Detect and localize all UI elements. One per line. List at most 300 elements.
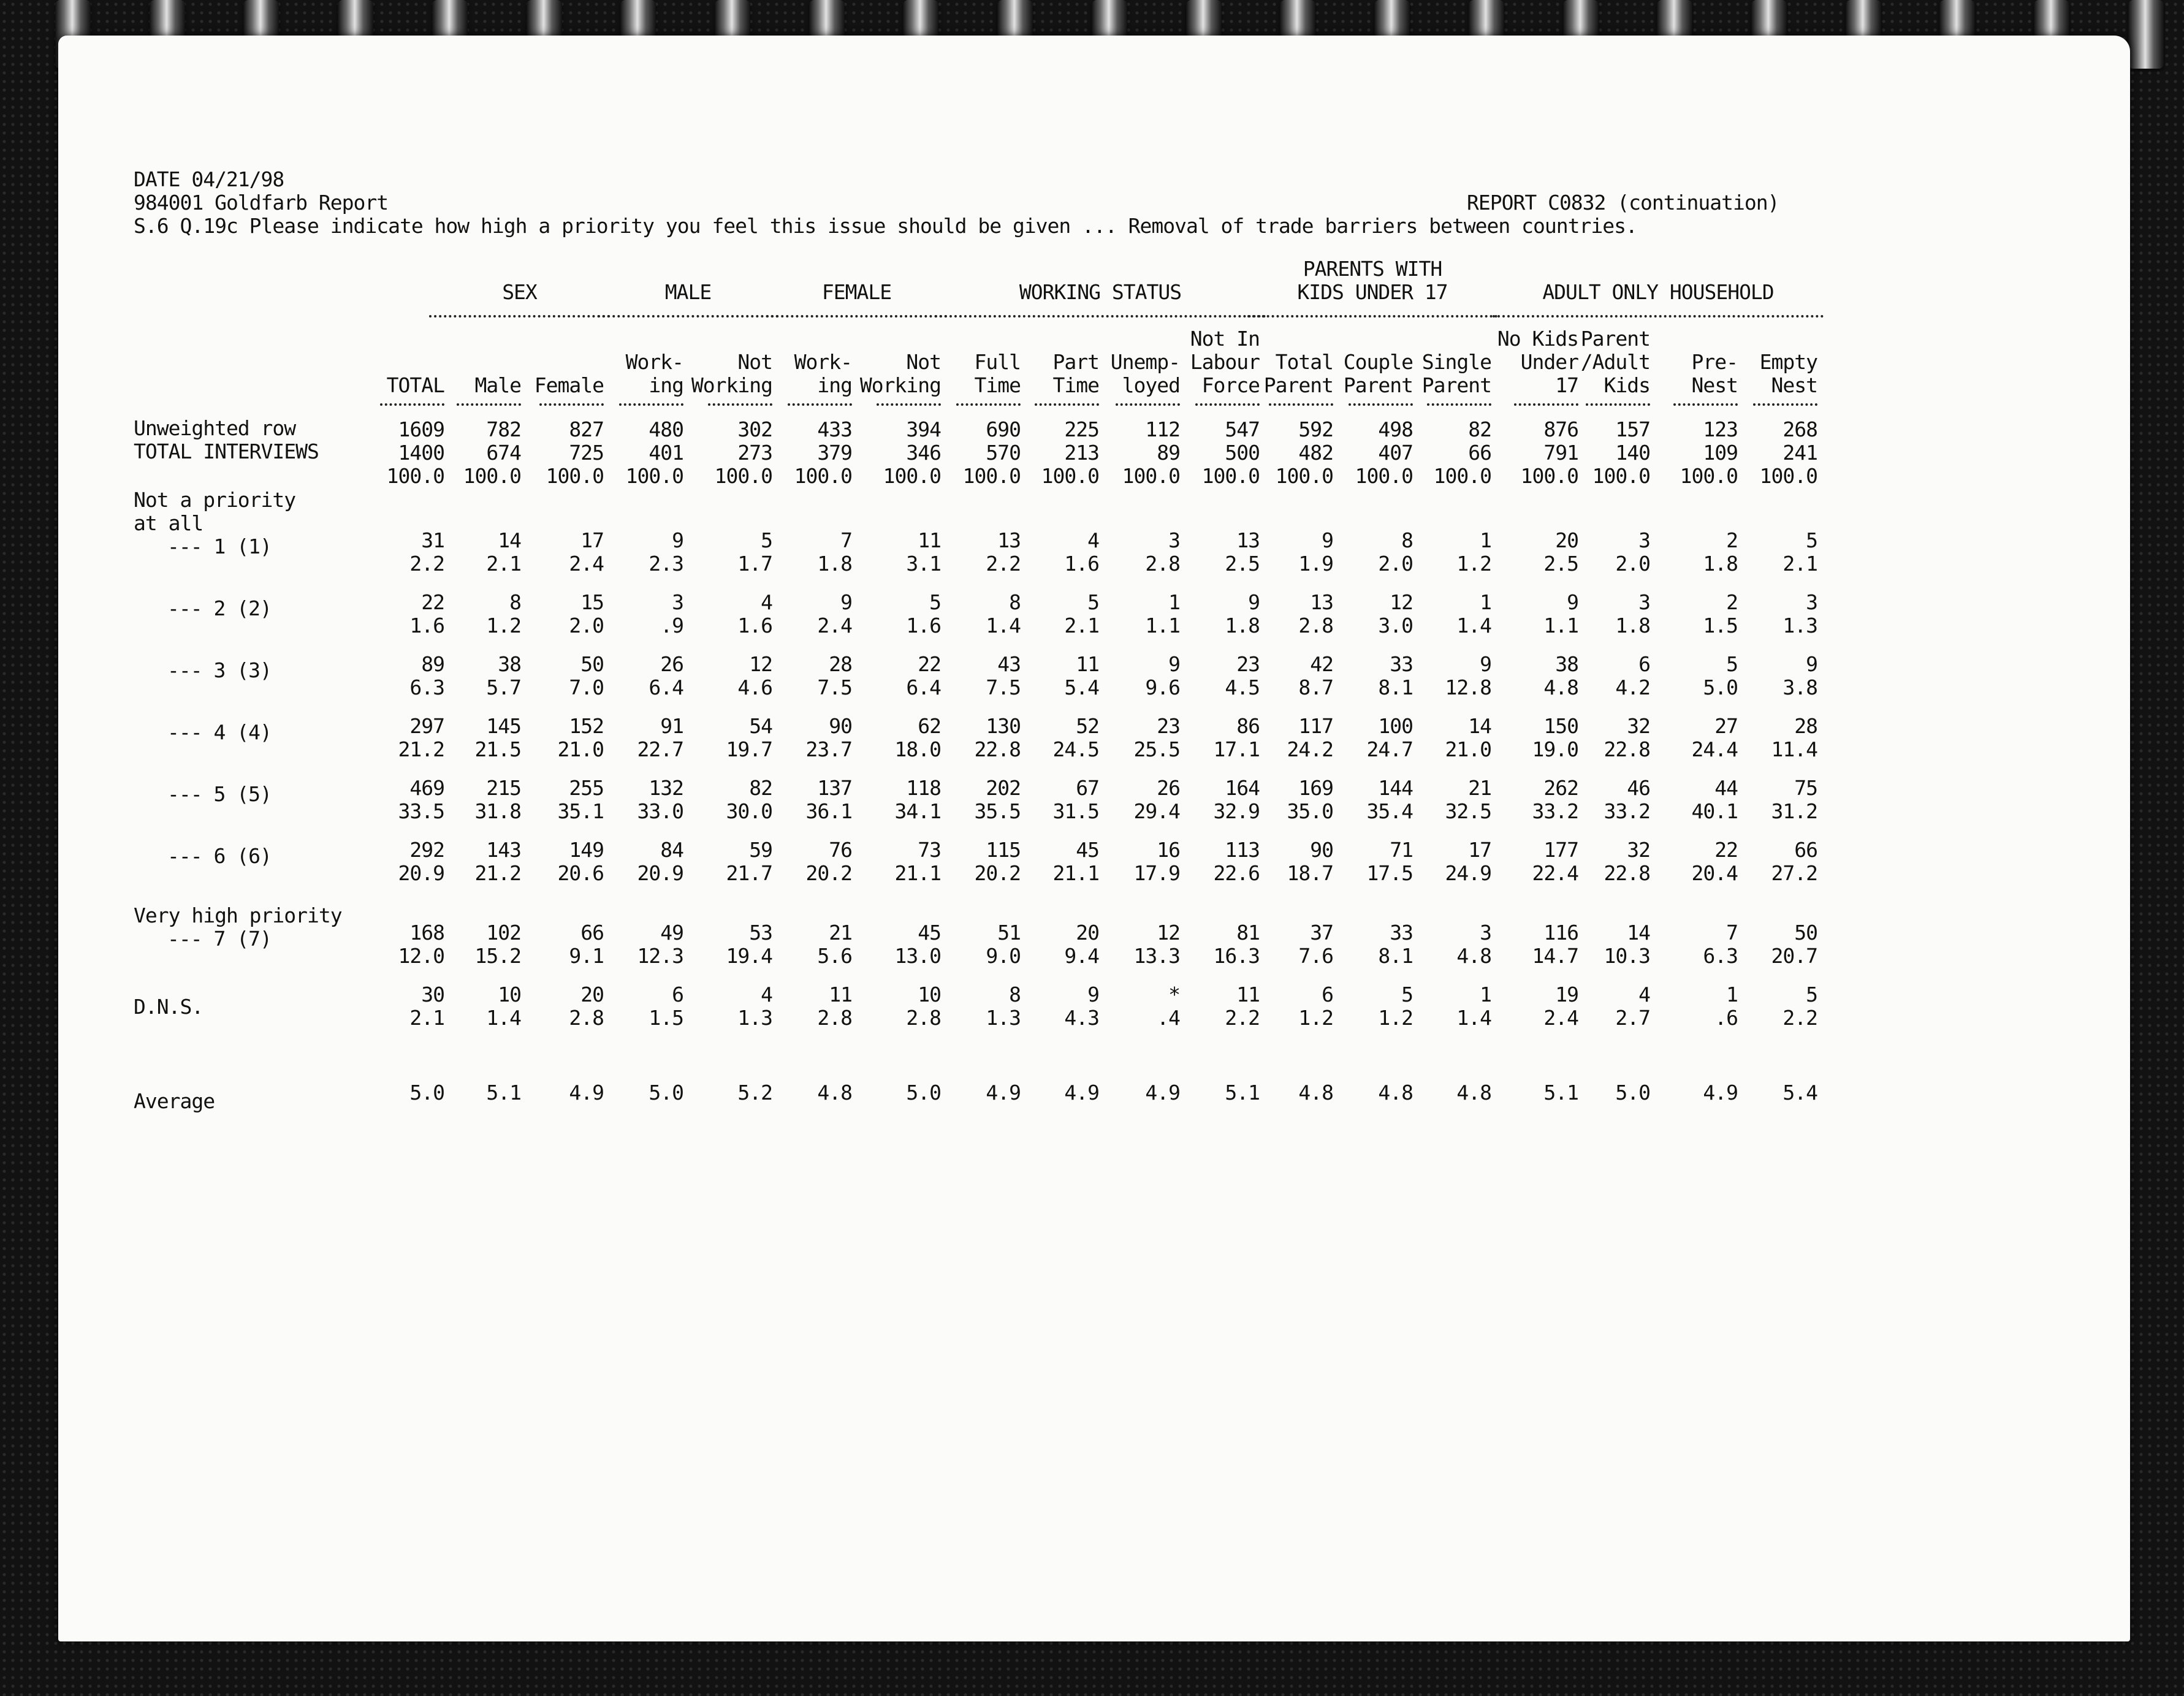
group-header-line2: KIDS UNDER 17: [1297, 280, 1448, 304]
base-cell-unweighted: 498: [1378, 417, 1413, 441]
column-underline: [956, 403, 1021, 406]
base-cell-unweighted: 827: [569, 417, 604, 441]
count-cell: 13: [1236, 528, 1260, 552]
count-cell: 44: [1714, 776, 1738, 800]
count-cell: 100: [1378, 714, 1413, 738]
count-cell: 9: [1480, 652, 1491, 676]
average-cell: 5.0: [906, 1081, 941, 1105]
percent-cell: 25.5: [1133, 737, 1180, 761]
percent-cell: 29.4: [1133, 799, 1180, 823]
column-header: TOTAL: [386, 373, 444, 397]
column-header-line2: Full: [974, 350, 1021, 374]
base-cell-total: 401: [649, 441, 683, 465]
count-cell: 59: [749, 838, 772, 862]
base-cell-pct: 100.0: [1433, 464, 1491, 488]
count-cell: 17: [1468, 838, 1491, 862]
base-cell-pct: 100.0: [1592, 464, 1650, 488]
count-cell: 86: [1236, 714, 1260, 738]
group-header: WORKING STATUS: [1019, 280, 1182, 304]
percent-cell: 20.9: [398, 861, 444, 885]
count-cell: 4: [761, 590, 772, 614]
column-header-line1: No Kids: [1497, 327, 1578, 351]
percent-cell: 21.5: [474, 737, 521, 761]
percent-cell: 2.5: [1225, 552, 1260, 576]
average-cell: 4.9: [1145, 1081, 1180, 1105]
percent-cell: 35.1: [557, 799, 604, 823]
count-cell: 8: [1009, 983, 1021, 1006]
count-cell: 5: [1087, 590, 1099, 614]
count-cell: 469: [409, 776, 444, 800]
column-header-line2: Not: [737, 350, 772, 374]
count-cell: 23: [1157, 714, 1180, 738]
base-cell-total: 500: [1225, 441, 1260, 465]
column-header: Nest: [1691, 373, 1738, 397]
average-cell: 5.4: [1783, 1081, 1817, 1105]
count-cell: 150: [1543, 714, 1578, 738]
percent-cell: 22.6: [1213, 861, 1260, 885]
count-cell: 297: [409, 714, 444, 738]
column-header: Nest: [1771, 373, 1817, 397]
percent-cell: 1.2: [1456, 552, 1491, 576]
column-underline: [539, 403, 604, 406]
percent-cell: 1.5: [1703, 614, 1738, 637]
count-cell: 3: [672, 590, 683, 614]
percent-cell: 2.1: [1064, 614, 1099, 637]
count-cell: 22: [918, 652, 941, 676]
percent-cell: 5.0: [1703, 675, 1738, 699]
count-cell: 90: [1310, 838, 1333, 862]
group-divider: [1493, 315, 1824, 318]
percent-cell: 2.2: [1225, 1006, 1260, 1030]
column-underline: [1035, 403, 1099, 406]
percent-cell: 8.7: [1298, 675, 1333, 699]
percent-cell: 31.5: [1052, 799, 1099, 823]
percent-cell: 4.8: [1456, 944, 1491, 968]
percent-cell: 4.2: [1615, 675, 1650, 699]
percent-cell: 1.6: [409, 614, 444, 637]
base-cell-unweighted: 112: [1145, 417, 1180, 441]
count-cell: 42: [1310, 652, 1333, 676]
percent-cell: 1.4: [1456, 614, 1491, 637]
count-cell: 90: [829, 714, 852, 738]
count-cell: 5: [1401, 983, 1413, 1006]
base-cell-pct: 100.0: [714, 464, 772, 488]
count-cell: 7: [840, 528, 852, 552]
base-cell-pct: 100.0: [883, 464, 941, 488]
base-cell-total: 241: [1783, 441, 1817, 465]
count-cell: 132: [649, 776, 683, 800]
count-cell: 21: [829, 921, 852, 945]
percent-cell: 20.2: [805, 861, 852, 885]
column-header-line2: Labour: [1190, 350, 1260, 374]
row-code-label: --- 2 (2): [167, 596, 272, 620]
count-cell: 145: [486, 714, 521, 738]
percent-cell: 4.5: [1225, 675, 1260, 699]
percent-cell: 24.7: [1366, 737, 1413, 761]
count-cell: 118: [906, 776, 941, 800]
count-cell: 3: [1638, 528, 1650, 552]
percent-cell: 5.7: [486, 675, 521, 699]
column-header: Kids: [1604, 373, 1650, 397]
count-cell: 21: [1468, 776, 1491, 800]
column-header: Male: [474, 373, 521, 397]
base-cell-unweighted: 876: [1543, 417, 1578, 441]
count-cell: 84: [660, 838, 683, 862]
count-cell: 37: [1310, 921, 1333, 945]
percent-cell: 1.8: [1225, 614, 1260, 637]
group-divider: [598, 315, 778, 318]
count-cell: 130: [986, 714, 1021, 738]
column-underline: [788, 403, 852, 406]
percent-cell: 2.1: [486, 552, 521, 576]
count-cell: 6: [1638, 652, 1650, 676]
percent-cell: 14.7: [1532, 944, 1578, 968]
row-code-label: --- 5 (5): [167, 782, 272, 806]
base-cell-pct: 100.0: [625, 464, 683, 488]
percent-cell: 2.0: [1615, 552, 1650, 576]
percent-cell: 40.1: [1691, 799, 1738, 823]
count-cell: 67: [1076, 776, 1099, 800]
count-cell: 91: [660, 714, 683, 738]
base-cell-unweighted: 547: [1225, 417, 1260, 441]
percent-cell: 1.1: [1543, 614, 1578, 637]
base-cell-unweighted: 157: [1615, 417, 1650, 441]
percent-cell: 6.4: [649, 675, 683, 699]
column-header: Time: [974, 373, 1021, 397]
percent-cell: 2.2: [1783, 1006, 1817, 1030]
percent-cell: 2.8: [569, 1006, 604, 1030]
count-cell: 9: [1168, 652, 1180, 676]
percent-cell: 21.1: [894, 861, 941, 885]
percent-cell: 2.3: [649, 552, 683, 576]
count-cell: 9: [1087, 983, 1099, 1006]
percent-cell: 22.7: [637, 737, 683, 761]
percent-cell: 7.5: [817, 675, 852, 699]
percent-cell: 32.5: [1445, 799, 1491, 823]
count-cell: 20: [1076, 921, 1099, 945]
base-cell-unweighted: 480: [649, 417, 683, 441]
percent-cell: 9.0: [986, 944, 1021, 968]
group-divider: [429, 315, 610, 318]
percent-cell: 21.2: [474, 861, 521, 885]
average-cell: 5.2: [737, 1081, 772, 1105]
column-header: loyed: [1122, 373, 1180, 397]
average-cell: 5.1: [1225, 1081, 1260, 1105]
base-cell-pct: 100.0: [1122, 464, 1180, 488]
base-cell-total: 791: [1543, 441, 1578, 465]
column-underline: [1427, 403, 1491, 406]
column-underline: [877, 403, 941, 406]
count-cell: 13: [997, 528, 1021, 552]
percent-cell: 4.3: [1064, 1006, 1099, 1030]
count-cell: 6: [672, 983, 683, 1006]
percent-cell: 13.0: [894, 944, 941, 968]
count-cell: 8: [509, 590, 521, 614]
count-cell: 26: [660, 652, 683, 676]
base-cell-total: 407: [1378, 441, 1413, 465]
group-header: MALE: [664, 280, 712, 304]
percent-cell: 3.8: [1783, 675, 1817, 699]
percent-cell: 1.4: [986, 614, 1021, 637]
count-cell: 33: [1390, 921, 1413, 945]
percent-cell: 4.6: [737, 675, 772, 699]
percent-cell: 7.0: [569, 675, 604, 699]
percent-cell: 27.2: [1771, 861, 1817, 885]
count-cell: 5: [1806, 528, 1817, 552]
percent-cell: 1.2: [486, 614, 521, 637]
average-cell: 4.9: [569, 1081, 604, 1105]
row-code-label: --- 3 (3): [167, 658, 272, 682]
count-cell: 5: [929, 590, 941, 614]
base-cell-pct: 100.0: [962, 464, 1021, 488]
count-cell: 9: [840, 590, 852, 614]
column-underline: [1673, 403, 1738, 406]
percent-cell: 19.4: [726, 944, 772, 968]
percent-cell: 19.0: [1532, 737, 1578, 761]
percent-cell: 4.8: [1543, 675, 1578, 699]
base-cell-total: 89: [1157, 441, 1180, 465]
report-name: 984001 Goldfarb Report: [134, 191, 389, 215]
count-cell: 19: [1555, 983, 1578, 1006]
count-cell: 71: [1390, 838, 1413, 862]
column-underline: [457, 403, 521, 406]
count-cell: 9: [672, 528, 683, 552]
average-cell: 4.8: [1298, 1081, 1333, 1105]
count-cell: 1: [1168, 590, 1180, 614]
column-header: Female: [534, 373, 604, 397]
count-cell: 66: [1794, 838, 1817, 862]
count-cell: 52: [1076, 714, 1099, 738]
base-cell-unweighted: 123: [1703, 417, 1738, 441]
count-cell: 10: [918, 983, 941, 1006]
row-code-label: --- 1 (1): [167, 534, 272, 558]
percent-cell: 30.0: [726, 799, 772, 823]
average-cell: 5.1: [1543, 1081, 1578, 1105]
base-cell-total: 66: [1468, 441, 1491, 465]
percent-cell: 5.4: [1064, 675, 1099, 699]
column-header: Working: [691, 373, 772, 397]
group-divider: [1247, 315, 1497, 318]
percent-cell: 12.3: [637, 944, 683, 968]
percent-cell: 2.8: [1298, 614, 1333, 637]
count-cell: 75: [1794, 776, 1817, 800]
base-cell-unweighted: 433: [817, 417, 852, 441]
count-cell: 62: [918, 714, 941, 738]
count-cell: 32: [1627, 714, 1650, 738]
percent-cell: 33.5: [398, 799, 444, 823]
percent-cell: 33.2: [1532, 799, 1578, 823]
column-header-line2: Empty: [1759, 350, 1817, 374]
count-cell: 23: [1236, 652, 1260, 676]
percent-cell: 2.0: [1378, 552, 1413, 576]
base-cell-unweighted: 394: [906, 417, 941, 441]
percent-cell: 24.5: [1052, 737, 1099, 761]
percent-cell: 2.5: [1543, 552, 1578, 576]
base-cell-unweighted: 782: [486, 417, 521, 441]
base-cell-total: 725: [569, 441, 604, 465]
percent-cell: 6.3: [409, 675, 444, 699]
count-cell: 169: [1298, 776, 1333, 800]
count-cell: 152: [569, 714, 604, 738]
percent-cell: 24.9: [1445, 861, 1491, 885]
column-header-line1: Parent: [1580, 327, 1650, 351]
percent-cell: 1.4: [1456, 1006, 1491, 1030]
average-cell: 4.8: [817, 1081, 852, 1105]
count-cell: 38: [1555, 652, 1578, 676]
count-cell: 8: [1009, 590, 1021, 614]
column-underline: [708, 403, 772, 406]
count-cell: 54: [749, 714, 772, 738]
percent-cell: 31.2: [1771, 799, 1817, 823]
count-cell: 5: [1726, 652, 1738, 676]
percent-cell: 16.3: [1213, 944, 1260, 968]
base-cell-pct: 100.0: [1041, 464, 1099, 488]
count-cell: 5: [1806, 983, 1817, 1006]
percent-cell: 1.7: [737, 552, 772, 576]
percent-cell: 6.3: [1703, 944, 1738, 968]
percent-cell: 2.8: [817, 1006, 852, 1030]
column-header-line2: Part: [1052, 350, 1099, 374]
column-underline: [1195, 403, 1260, 406]
column-underline: [1269, 403, 1333, 406]
base-cell-unweighted: 268: [1783, 417, 1817, 441]
row-label: D.N.S.: [134, 995, 204, 1019]
row-code-label: --- 7 (7): [167, 927, 272, 951]
base-cell-pct: 100.0: [463, 464, 521, 488]
count-cell: 31: [421, 528, 444, 552]
report-id: REPORT C0832 (continuation): [1467, 191, 1779, 215]
count-cell: 14: [498, 528, 521, 552]
count-cell: 50: [580, 652, 604, 676]
count-cell: 292: [409, 838, 444, 862]
count-cell: *: [1168, 983, 1180, 1006]
count-cell: 22: [1714, 838, 1738, 862]
percent-cell: 1.2: [1298, 1006, 1333, 1030]
column-underline: [1116, 403, 1180, 406]
percent-cell: 1.8: [1703, 552, 1738, 576]
percent-cell: 7.6: [1298, 944, 1333, 968]
percent-cell: 10.3: [1604, 944, 1650, 968]
count-cell: 144: [1378, 776, 1413, 800]
percent-cell: 20.6: [557, 861, 604, 885]
percent-cell: 19.7: [726, 737, 772, 761]
column-underline: [380, 403, 444, 406]
count-cell: 115: [986, 838, 1021, 862]
column-header-line2: Unemp-: [1110, 350, 1180, 374]
percent-cell: 20.7: [1771, 944, 1817, 968]
percent-cell: 1.5: [649, 1006, 683, 1030]
column-header-line2: /Adult: [1580, 350, 1650, 374]
column-header: 17: [1555, 373, 1578, 397]
count-cell: 9: [1806, 652, 1817, 676]
average-cell: 5.0: [649, 1081, 683, 1105]
group-header: ADULT ONLY HOUSEHOLD: [1542, 280, 1774, 304]
count-cell: 43: [997, 652, 1021, 676]
percent-cell: 13.3: [1133, 944, 1180, 968]
count-cell: 45: [918, 921, 941, 945]
base-cell-pct: 100.0: [386, 464, 444, 488]
count-cell: 26: [1157, 776, 1180, 800]
percent-cell: 24.2: [1287, 737, 1333, 761]
count-cell: 50: [1794, 921, 1817, 945]
count-cell: 143: [486, 838, 521, 862]
base-cell-unweighted: 225: [1064, 417, 1099, 441]
base-cell-pct: 100.0: [1520, 464, 1578, 488]
count-cell: 38: [498, 652, 521, 676]
count-cell: 12: [749, 652, 772, 676]
count-cell: 33: [1390, 652, 1413, 676]
count-cell: 3: [1638, 590, 1650, 614]
count-cell: 89: [421, 652, 444, 676]
count-cell: 11: [918, 528, 941, 552]
base-cell-pct: 100.0: [546, 464, 604, 488]
base-cell-pct: 100.0: [1759, 464, 1817, 488]
count-cell: 73: [918, 838, 941, 862]
count-cell: 12: [1390, 590, 1413, 614]
percent-cell: 21.7: [726, 861, 772, 885]
group-header: PARENTS WITH: [1303, 257, 1442, 281]
column-header-line2: Work-: [794, 350, 852, 374]
count-cell: 255: [569, 776, 604, 800]
percent-cell: 1.8: [1615, 614, 1650, 637]
count-cell: 53: [749, 921, 772, 945]
percent-cell: 2.4: [817, 614, 852, 637]
percent-cell: 34.1: [894, 799, 941, 823]
percent-cell: 24.4: [1691, 737, 1738, 761]
count-cell: 9: [1567, 590, 1578, 614]
percent-cell: 21.2: [398, 737, 444, 761]
base-cell-total: 213: [1064, 441, 1099, 465]
percent-cell: 9.1: [569, 944, 604, 968]
count-cell: 6: [1322, 983, 1333, 1006]
base-cell-total: 1400: [398, 441, 444, 465]
percent-cell: 9.4: [1064, 944, 1099, 968]
percent-cell: 8.1: [1378, 944, 1413, 968]
average-cell: 5.0: [1615, 1081, 1650, 1105]
count-cell: 28: [1794, 714, 1817, 738]
percent-cell: 36.1: [805, 799, 852, 823]
percent-cell: 3.0: [1378, 614, 1413, 637]
percent-cell: 22.8: [1604, 737, 1650, 761]
percent-cell: 2.4: [1543, 1006, 1578, 1030]
percent-cell: 35.4: [1366, 799, 1413, 823]
base-cell-pct: 100.0: [794, 464, 852, 488]
count-cell: 20: [1555, 528, 1578, 552]
percent-cell: 1.3: [986, 1006, 1021, 1030]
group-header: SEX: [502, 280, 537, 304]
row-label: Not a priority: [134, 488, 296, 512]
percent-cell: 3.1: [906, 552, 941, 576]
percent-cell: 1.6: [737, 614, 772, 637]
count-cell: 116: [1543, 921, 1578, 945]
column-header: Force: [1201, 373, 1260, 397]
count-cell: 30: [421, 983, 444, 1006]
group-divider: [766, 315, 947, 318]
average-cell: 4.9: [986, 1081, 1021, 1105]
count-cell: 4: [761, 983, 772, 1006]
row-code-label: --- 6 (6): [167, 844, 272, 868]
count-cell: 4: [1087, 528, 1099, 552]
count-cell: 3: [1806, 590, 1817, 614]
count-cell: 4: [1638, 983, 1650, 1006]
percent-cell: 2.0: [569, 614, 604, 637]
percent-cell: 7.5: [986, 675, 1021, 699]
count-cell: 16: [1157, 838, 1180, 862]
count-cell: 7: [1726, 921, 1738, 945]
count-cell: 102: [486, 921, 521, 945]
group-header: FEMALE: [821, 280, 892, 304]
count-cell: 82: [749, 776, 772, 800]
